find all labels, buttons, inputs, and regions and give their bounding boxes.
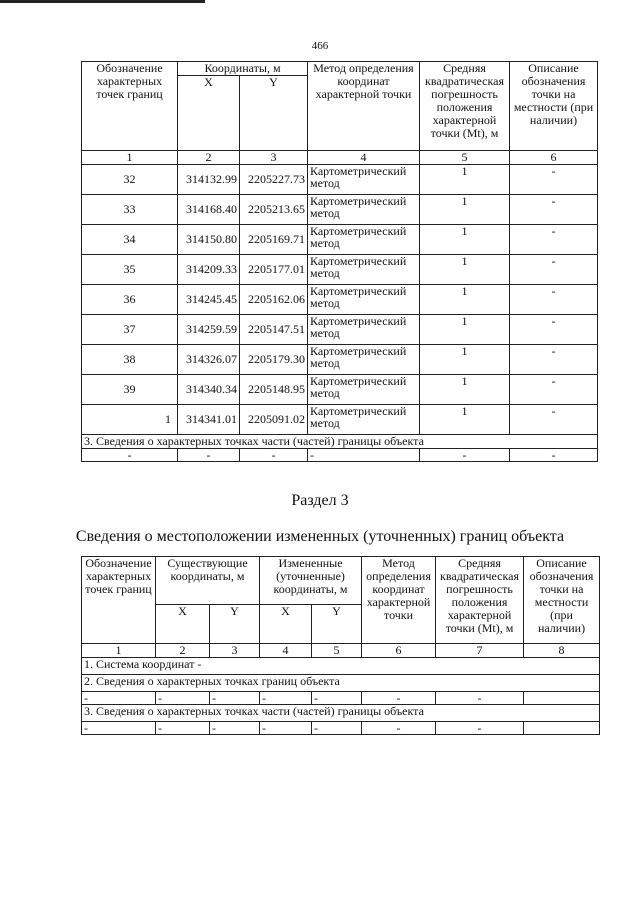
mt-value: 1 [420, 255, 510, 285]
header-method: Метод определения координат характерной точки [362, 557, 436, 644]
empty-cell: - [156, 692, 210, 705]
column-number: 6 [510, 151, 598, 165]
mt-value: 1 [420, 165, 510, 195]
table-row [82, 225, 598, 255]
header-accuracy: Средняя квадратическая погрешность положения характерной точки (Mt), м [436, 557, 524, 644]
column-number: 8 [524, 644, 600, 658]
empty-cell [524, 692, 600, 705]
coord-x: 314341.01 [178, 405, 240, 435]
table-row [82, 315, 598, 345]
column-number: 2 [156, 644, 210, 658]
empty-cell: - [510, 449, 598, 462]
header-x: X [178, 76, 240, 151]
column-number: 4 [308, 151, 420, 165]
header-description: Описание обозначения точки на местности (при наличии) [510, 62, 598, 151]
point-id: 32 [82, 165, 178, 195]
header-y: Y [240, 76, 308, 151]
section-row: 1. Система координат - [82, 658, 600, 675]
empty-cell [524, 722, 600, 735]
coord-y: 2205147.51 [240, 315, 308, 345]
point-id: 36 [82, 285, 178, 315]
method: Картометрический метод [308, 165, 420, 195]
header-method: Метод определения координат характерной точки [308, 62, 420, 151]
empty-cell: - [260, 692, 312, 705]
method: Картометрический метод [308, 285, 420, 315]
description: - [510, 375, 598, 405]
description: - [510, 225, 598, 255]
table-row [82, 375, 598, 405]
empty-cell: - [156, 722, 210, 735]
coord-x: 314168.40 [178, 195, 240, 225]
coord-x: 314150.80 [178, 225, 240, 255]
section-row: 2. Сведения о характерных точках границ объекта [82, 675, 600, 692]
header-existing: Существующие координаты, м [156, 557, 260, 605]
empty-cell: - [210, 722, 260, 735]
mt-value: 1 [420, 315, 510, 345]
method: Картометрический метод [308, 255, 420, 285]
point-id: 1 [82, 405, 178, 435]
column-number: 5 [312, 644, 362, 658]
header-changed: Измененные (уточненные) координаты, м [260, 557, 362, 605]
description: - [510, 255, 598, 285]
method: Картометрический метод [308, 405, 420, 435]
section-number: Раздел 3 [291, 492, 349, 509]
coord-x: 314326.07 [178, 345, 240, 375]
section-row: 3. Сведения о характерных точках части (частей) границы объекта [82, 705, 600, 722]
description: - [510, 345, 598, 375]
description: - [510, 165, 598, 195]
method: Картометрический метод [308, 315, 420, 345]
section-title: Сведения о местоположении измененных (уточненных) границ объекта [75, 528, 565, 545]
table-row [82, 285, 598, 315]
empty-cell: - [362, 692, 436, 705]
mt-value: 1 [420, 345, 510, 375]
empty-cell: - [420, 449, 510, 462]
mt-value: 1 [420, 405, 510, 435]
changed-boundaries-table [81, 556, 600, 735]
header-accuracy: Средняя квадратическая погрешность положения характерной точки (Mt), м [420, 62, 510, 151]
column-number: 2 [178, 151, 240, 165]
table-row [82, 405, 598, 435]
empty-cell: - [362, 722, 436, 735]
description: - [510, 315, 598, 345]
table-row [82, 255, 598, 285]
point-id: 39 [82, 375, 178, 405]
coord-y: 2205169.71 [240, 225, 308, 255]
header-y: Y [312, 604, 362, 643]
header-designation: Обозначение характерных точек границ [82, 62, 178, 151]
mt-value: 1 [420, 375, 510, 405]
coord-y: 2205162.06 [240, 285, 308, 315]
point-id: 37 [82, 315, 178, 345]
header-coordinates: Координаты, м [178, 62, 308, 76]
method: Картометрический метод [308, 345, 420, 375]
table-row [82, 165, 598, 195]
mt-value: 1 [420, 285, 510, 315]
method: Картометрический метод [308, 375, 420, 405]
header-x: X [260, 604, 312, 643]
column-number: 6 [362, 644, 436, 658]
empty-cell: - [240, 449, 308, 462]
mt-value: 1 [420, 225, 510, 255]
point-id: 33 [82, 195, 178, 225]
coord-y: 2205177.01 [240, 255, 308, 285]
mt-value: 1 [420, 195, 510, 225]
column-number: 1 [82, 151, 178, 165]
point-id: 35 [82, 255, 178, 285]
empty-cell: - [312, 692, 362, 705]
point-id: 34 [82, 225, 178, 255]
coord-y: 2205227.73 [240, 165, 308, 195]
header-x: X [156, 604, 210, 643]
coord-y: 2205091.02 [240, 405, 308, 435]
empty-cell: - [308, 449, 420, 462]
header-designation: Обозначение характерных точек границ [82, 557, 156, 644]
point-id: 38 [82, 345, 178, 375]
empty-cell: - [436, 692, 524, 705]
empty-cell: - [210, 692, 260, 705]
column-number: 4 [260, 644, 312, 658]
description: - [510, 405, 598, 435]
method: Картометрический метод [308, 195, 420, 225]
coord-x: 314340.34 [178, 375, 240, 405]
empty-cell: - [436, 722, 524, 735]
description: - [510, 285, 598, 315]
coord-y: 2205213.65 [240, 195, 308, 225]
column-number: 3 [210, 644, 260, 658]
page-number: 466 [311, 40, 329, 52]
column-number: 3 [240, 151, 308, 165]
coord-x: 314259.59 [178, 315, 240, 345]
coord-x: 314132.99 [178, 165, 240, 195]
coord-x: 314209.33 [178, 255, 240, 285]
empty-cell: - [260, 722, 312, 735]
table-row [82, 345, 598, 375]
coord-x: 314245.45 [178, 285, 240, 315]
empty-cell: - [82, 449, 178, 462]
header-description: Описание обозначения точки на местности (при наличии) [524, 557, 600, 644]
column-number: 5 [420, 151, 510, 165]
table-row [82, 195, 598, 225]
header-y: Y [210, 604, 260, 643]
description: - [510, 195, 598, 225]
section-row: 3. Сведения о характерных точках части (частей) границы объекта [82, 435, 598, 449]
empty-cell: - [82, 722, 156, 735]
column-number: 7 [436, 644, 524, 658]
empty-cell: - [312, 722, 362, 735]
boundary-points-table [81, 61, 598, 462]
empty-cell: - [178, 449, 240, 462]
column-number: 1 [82, 644, 156, 658]
coord-y: 2205179.30 [240, 345, 308, 375]
empty-cell: - [82, 692, 156, 705]
method: Картометрический метод [308, 225, 420, 255]
top-rule [0, 0, 205, 3]
coord-y: 2205148.95 [240, 375, 308, 405]
